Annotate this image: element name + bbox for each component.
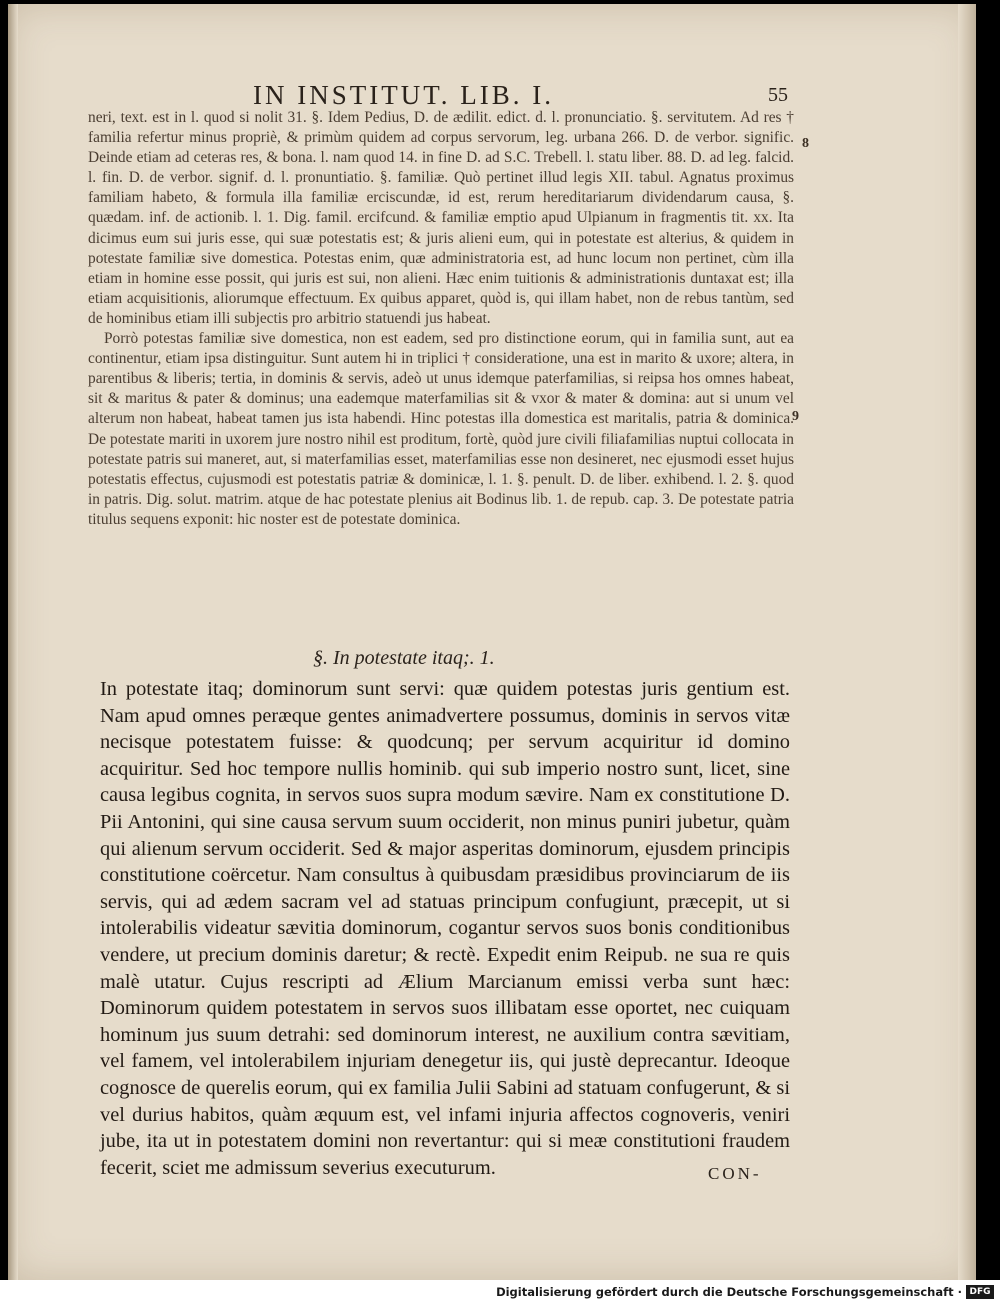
- page-edge-right: [958, 4, 976, 1280]
- marginal-note-9: 9: [792, 409, 799, 424]
- commentary-paragraph-2: Porrò potestas familiæ sive domestica, non est eadem, sed pro distinctione eorum, qui in familia sunt, aut ea continentur, etiam ipsa distinguitur. Sunt autem hi in triplici † consideratione, una est in marito & uxore; altera, in parentibus & liberis; tertia, in dominis & servis, adeò ut unus idemque paterfamilias, si reipsa hos omnes habeat, sit & maritus & pater & dominus; una eademque materfamilias sit & vxor & mater & domina: aut si unum vel alterum non habeat, habeat tamen jus ista habendi. Hinc potestas illa domestica est maritalis, patria & dominica. De potestate mariti in uxorem jure nostro nihil est proditum, fortè, quòd jure civili filiafamilias nuptui collocata in potestate patris sui maneret, aut, si materfamilias esset, materfamilias esse non desineret, nec ejusmodi esset hujus potestatis effectus, cujusmodi est potestatis patriæ & dominicæ, l. 1. §. penult. D. de liber. exhibend. l. 2. §. quod in patris. Dig. solut. matrim. atque de hac potestate plenius ait Bodinus lib. 1. de repub. cap. 3. De potestate patria titulus sequens exponit: hic noster est de potestate dominica.: [88, 330, 794, 528]
- footer-bar: [0, 1280, 1000, 1305]
- main-text-paragraph: In potestate itaq; dominorum sunt servi: quæ quidem potestas juris gentium est. Nam apud omnes peræque gentes animadvertere possumus, dominis in servos vitæ necisque potestatem fuisse: & quodcunq; per servum acquiritur id domino acquiritur. Sed hoc tempore nullis hominib. qui sub imperio nostro sunt, licet, sine causa legibus cognita, in servos suos supra modum sævire. Nam ex constitutione D. Pii Antonini, qui sine causa servum suum occiderit, non minus puniri jubetur, quàm qui alienum servum occiderit. Sed & major asperitas dominorum, ejusdem principis constitutione coërcetur. Nam consultus à quibusdam præsidibus provinciarum de iis servis, qui ad ædem sacram vel ad statuas principum confugiunt, præcepit, ut si intolerabilis videatur sævitia dominorum, cogantur servos suos bonis conditionibus vendere, ut precium dominis daretur; & rectè. Expedit enim Reipub. ne sua re quis malè utatur. Cujus rescripti ad Ælium Marcianum emissi verba sunt hæc: Dominorum quidem potestatem in servos suos illibatam esse oportet, nec cuiquam hominum jus suum detrahi: sed dominorum interest, ne auxilium contra sævitiam, vel famem, vel intolerabilem injuriam denegetur iis, qui justè deprecantur. Ideoque cognosce de querelis eorum, qui ex familia Julii Sabini ad statuam confugerunt, & si vel durius habitos, quàm æquum est, vel infami injuria affectos cognoveris, veniri jube, ita ut in potestatem domini non revertantur: qui si meæ constitutioni fraudem fecerit, sciet me admissum severius executurum.: [100, 678, 790, 1179]
- catchword: CON-: [708, 1164, 762, 1183]
- running-head: IN INSTITUT. LIB. I.: [253, 80, 554, 110]
- commentary-paragraph-1: neri, text. est in l. quod si nolit 31. §. Idem Pedius, D. de ædilit. edict. d. l. pronunciatio. §. servitutem. Ad res † familia refertur minus propriè, & primùm quidem ad corpus servorum, leg. urbana 266. D. de verbor. signific. Deinde etiam ad ceteras res, & bona. l. nam quod 14. in fine D. ad S.C. Trebell. l. statu liber. 88. D. ad leg. falcid. l. fin. D. de verbor. signif. d. l. pronuntiatio. §. familiæ. Quò pertinet illud legis XII. tabul. Agnatus proximus familiam habeto, & formula illa familiæ erciscundæ, id est, rerum hereditariarum dividendarum causa, §. quædam. inf. de actionib. l. 1. Dig. famil. ercifcund. & familiæ emptio apud Ulpianum in fragmentis tit. xx. Ita dicimus eum sui juris esse, qui suæ potestatis est; & juris alieni eum, qui in potestate est alterius, & quidem in potestate familiæ sive domestica. Potestas enim, quæ administratoria est, ad hunc locum non pertinet, cùm illa etiam in homine esse possit, qui juris est sui, non alieni. Hæc enim tuitionis & administrationis duntaxat est; illa etiam acquisitionis, aliorumque effectuum. Ex quibus apparet, quòd is, qui illam habet, non de rebus tantùm, sed de hominibus etiam illi subjectis pro arbitrio statuendi jus habeat.: [88, 109, 794, 327]
- book-page: [8, 4, 976, 1280]
- page-header: [8, 80, 976, 110]
- footer-credit: Digitalisierung gefördert durch die Deutsche Forschungsgemeinschaft ·: [496, 1285, 962, 1299]
- marginal-note-8: 8: [802, 136, 809, 151]
- page-number: 55: [768, 84, 788, 106]
- page-edge-left: [8, 4, 18, 1280]
- main-text-block: [100, 676, 790, 1181]
- commentary-block: [88, 108, 794, 530]
- dfg-logo: DFG: [966, 1285, 994, 1299]
- section-heading: §. In potestate itaq;. 1.: [313, 647, 495, 669]
